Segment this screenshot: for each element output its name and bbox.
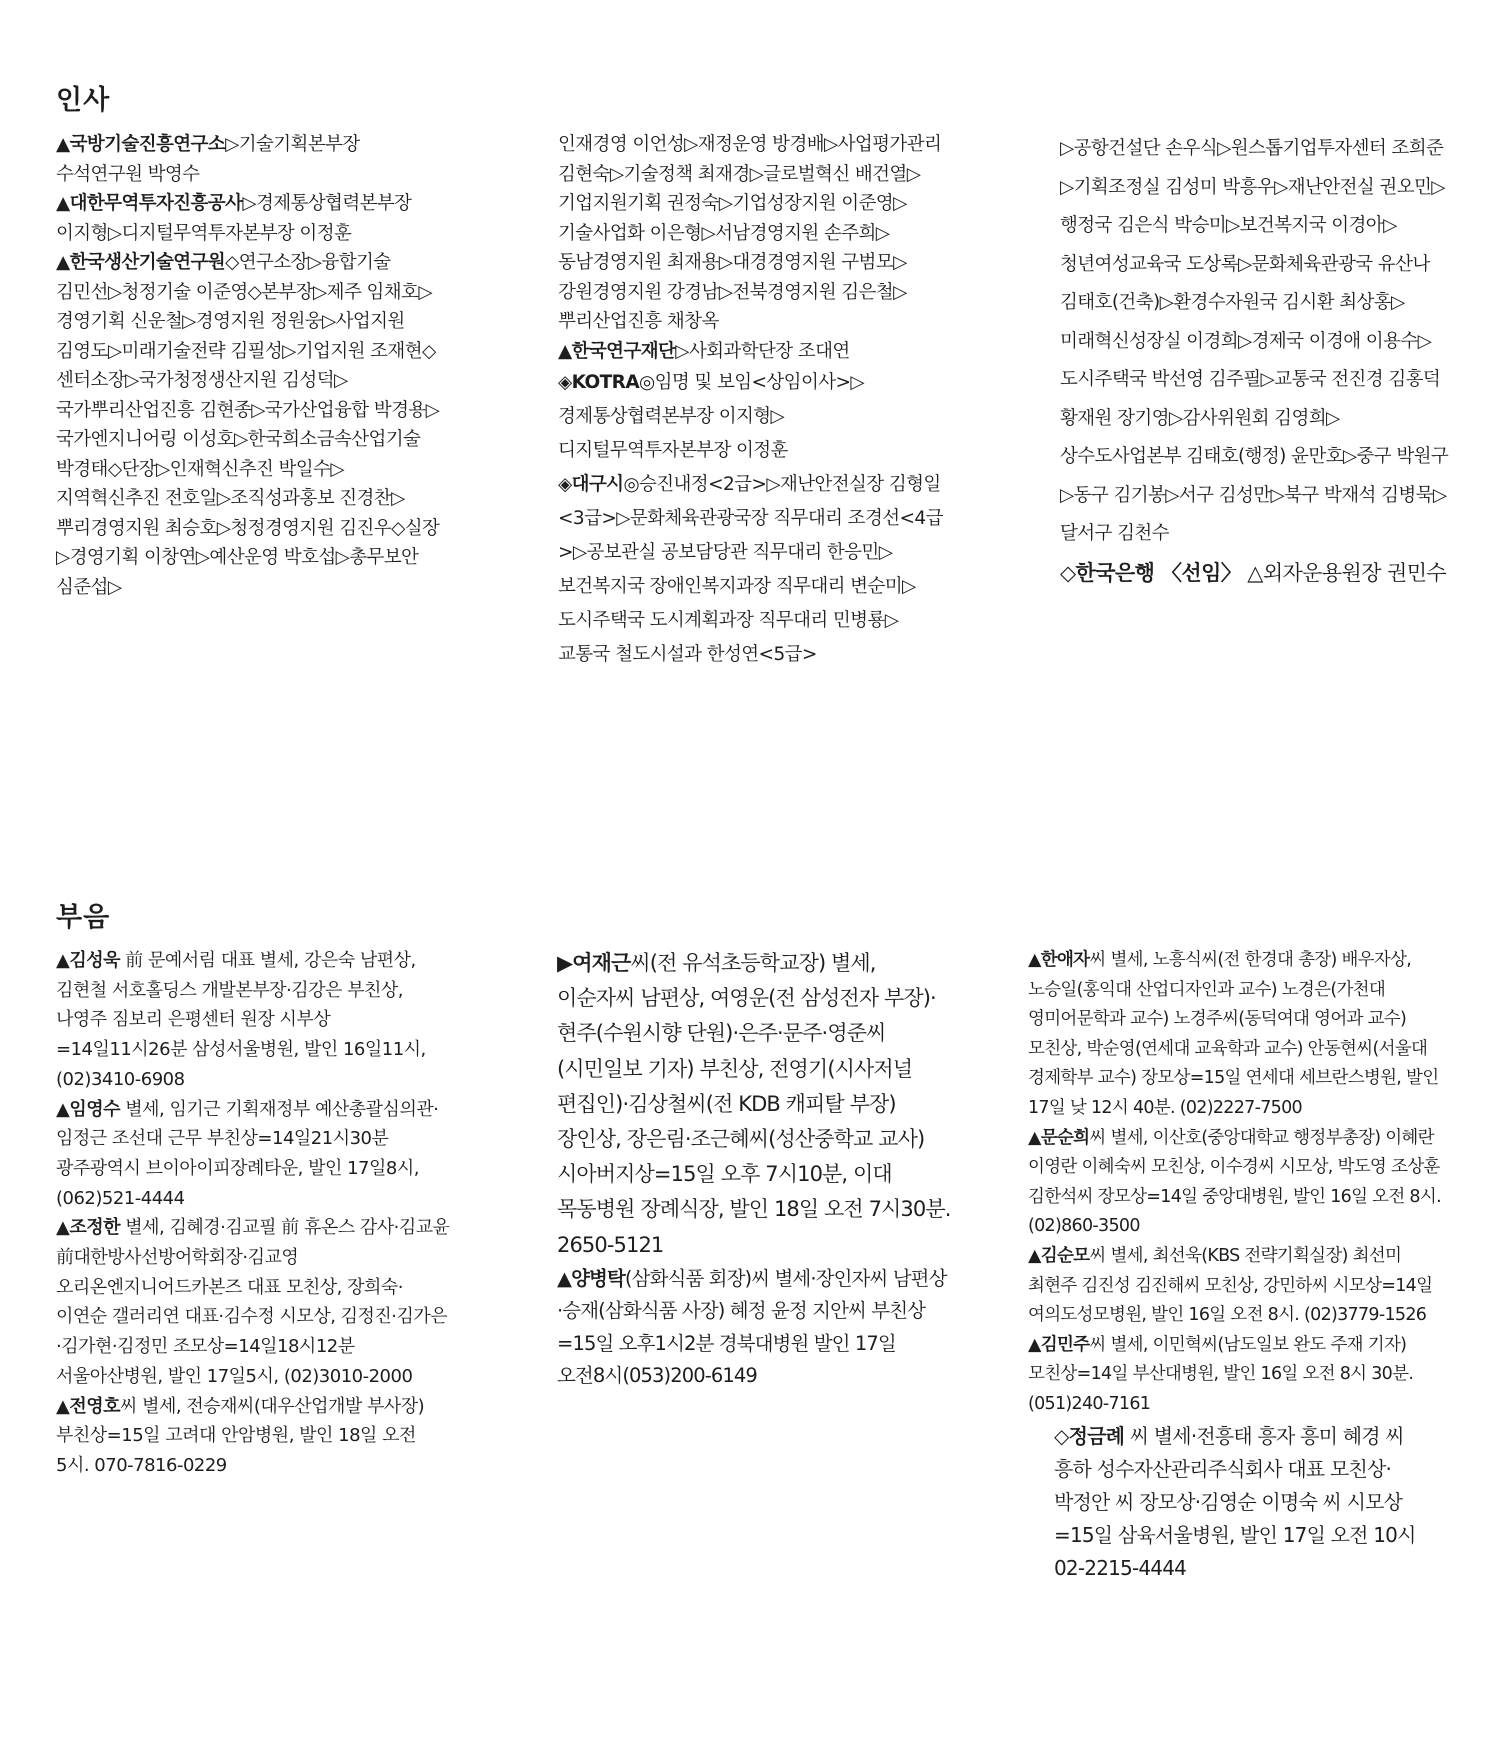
appointment-entry bbox=[558, 337, 944, 367]
deceased-name: ▲임영수 bbox=[56, 1098, 121, 1120]
deceased-name: ◇정금례 bbox=[1054, 1423, 1125, 1448]
organization-name: ◇한국은행 〈선임〉 bbox=[1060, 560, 1242, 585]
organization-name: ▲대한무역투자진흥공사 bbox=[56, 193, 243, 214]
appointment-entry bbox=[1060, 130, 1450, 554]
entry-text: ▷경제통상협력본부장 이지형▷디지털무역투자본부장 이정훈 bbox=[56, 193, 412, 244]
obituaries-column-3 bbox=[1028, 946, 1444, 1585]
deceased-name: ▲김순모 bbox=[1028, 1245, 1090, 1266]
appointments-column-2 bbox=[558, 130, 944, 672]
appointment-entry bbox=[558, 366, 944, 468]
entry-text: 인재경영 이언성▷재정운영 방경배▷사업평가관리 김현숙▷기술정책 최재경▷글로벌혁신 배건열▷기업지원기획 권정숙▷기업성장지원 이준영▷기술사업화 이은형▷서남경영지원 손주희▷동남경영지원 최재용▷대경경영지원 구범모▷강원경영지원 강경남▷전북경영지원 김은철▷뿌리산업진흥 채창옥 bbox=[558, 134, 942, 332]
entry-text: ◎임명 및 보임<상임이사>▷경제통상협력본부장 이지형▷디지털무역투자본부장 이정훈 bbox=[558, 372, 865, 461]
entry-text: ◇연구소장▷융합기술 김민선▷청정기술 이준영◇본부장▷제주 임채호▷경영기획 신운철▷경영지원 정원웅▷사업지원 김영도▷미래기술전략 김필성▷기업지원 조재현◇센터소장▷국가청정생산지원 김성덕▷국가뿌리산업진흥 김현종▷국가산업융합 박경용▷국가엔지니어링 이성호▷한국희소금속산업기술 박경태◇단장▷인재혁신추진 박일수▷지역혁신추진 전호일▷조직성과홍보 진경찬▷뿌리경영지원 최승호▷청정경영지원 김진우◇실장▷경영기획 이창연▷예산운영 박호섭▷총무보안 심준섭▷ bbox=[56, 252, 440, 598]
entry-text: 씨 별세, 최선욱(KBS 전략기획실장) 최선미 최현주 김진성 김진해씨 모친상, 강민하씨 시모상=14일 여의도성모병원, 발인 16일 오전 8시. (02)3779-1526 bbox=[1028, 1245, 1433, 1326]
entry-text: 씨 별세, 이민혁씨(남도일보 완도 주재 기자) 모친상=14일 부산대병원, 발인 16일 오전 8시 30분. (051)240-7161 bbox=[1028, 1334, 1414, 1414]
entry-text: 前 문예서림 대표 별세, 강은숙 남편상, 김현철 서호홀딩스 개발본부장·김강은 부친상, 나영주 짐보리 은평센터 원장 시부상=14일11시26분 삼성서울병원, 발인 16일11시, (02)3410-6908 bbox=[56, 950, 426, 1090]
entry-text: (삼화식품 회장)씨 별세·장인자씨 남편상·승재(삼화식품 사장) 혜정 윤정 지안씨 부친상=15일 오후1시2분 경북대병원 발인 17일 오전8시(053)200-6149 bbox=[557, 1266, 947, 1388]
entry-text: ▷기술기획본부장 수석연구원 박영수 bbox=[56, 134, 360, 185]
obituary-entry bbox=[56, 1213, 452, 1391]
entry-text: 별세, 김혜경·김교필 前 휴온스 감사·김교윤 前대한방사선방어학회장·김교영 오리온엔지니어드카본즈 대표 모친상, 장희숙·이연순 갤러리연 대표·김수정 시모상, 김정진·김가은·김가현·김정민 조모상=14일18시12분 서울아산병원, 발인 17일5시, (02)3010-2000 bbox=[56, 1217, 450, 1387]
obituary-entry bbox=[1028, 1242, 1444, 1331]
appointments-column-1 bbox=[56, 130, 442, 602]
entry-text: 씨 별세, 이산호(중앙대학교 행정부총장) 이혜란 이영란 이혜숙씨 모친상, 이수경씨 시모상, 박도영 조상훈 김한석씨 장모상=14일 중앙대병원, 발인 16일 오전 8시. (02)860-3500 bbox=[1028, 1127, 1441, 1237]
appointment-entry bbox=[56, 130, 442, 189]
deceased-name: ▲조정한 bbox=[56, 1217, 121, 1239]
obituary-entry bbox=[1028, 1124, 1444, 1242]
obituary-entry bbox=[557, 1263, 951, 1393]
obituaries-column-1 bbox=[56, 946, 452, 1481]
obituary-entry bbox=[1028, 946, 1444, 1124]
obituary-entry bbox=[56, 946, 452, 1095]
deceased-name: ▲양병탁 bbox=[557, 1266, 625, 1290]
appointment-entry bbox=[558, 130, 944, 337]
obituary-entry bbox=[1028, 1420, 1444, 1585]
deceased-name: ▲문순희 bbox=[1028, 1127, 1090, 1148]
entry-text: △외자운용원장 권민수 bbox=[1241, 560, 1447, 585]
deceased-name: ▲김성욱 bbox=[56, 950, 121, 971]
appointment-entry bbox=[56, 248, 442, 602]
obituaries-heading: 부음 bbox=[56, 902, 111, 933]
entry-text: 별세, 임기근 기획재정부 예산총괄심의관·임정근 조선대 근무 부친상=14일21시30분 광주광역시 브이아이피장례타운, 발인 17일8시, (062)521-4444 bbox=[56, 1098, 439, 1209]
obituary-entry bbox=[1028, 1331, 1444, 1420]
entry-text: ▷공항건설단 손우식▷원스톱기업투자센터 조희준▷기획조정실 김성미 박흥우▷재난안전실 권오민▷행정국 김은식 박승미▷보건복지국 이경아▷청년여성교육국 도상록▷문화체육관광국 유산나 김태호(건축)▷환경수자원국 김시환 최상홍▷미래혁신성장실 이경희▷경제국 이경애 이용수▷도시주택국 박선영 김주필▷교통국 전진경 김홍덕 황재원 장기영▷감사위원회 김영희▷상수도사업본부 김태호(행정) 윤만호▷중구 박원구▷동구 김기봉▷서구 김성만▷북구 박재석 김병묵▷달서구 김천수 bbox=[1060, 138, 1449, 544]
obituary-entry bbox=[557, 946, 951, 1263]
organization-name: ▲국방기술진흥연구소 bbox=[56, 134, 226, 155]
appointment-entry bbox=[56, 189, 442, 248]
entry-text: 씨 별세·전흥태 흥자 흥미 혜경 씨 흥하 성수자산관리주식회사 대표 모친상·박정안 씨 장모상·김영순 이명숙 씨 시모상=15일 삼육서울병원, 발인 17일 오전 10시 02-2215-4444 bbox=[1054, 1423, 1416, 1580]
entry-text: ▷사회과학단장 조대연 bbox=[675, 340, 850, 362]
appointment-entry bbox=[558, 468, 944, 672]
organization-name: ◈대구시 bbox=[558, 474, 624, 495]
organization-name: ▲한국연구재단 bbox=[558, 340, 676, 362]
obituary-entry bbox=[56, 1392, 452, 1481]
entry-text: 씨 별세, 노흥식씨(전 한경대 총장) 배우자상, 노승일(홍익대 산업디자인과 교수) 노경은(가천대 영미어문학과 교수) 노경주씨(동덕여대 영어과 교수) 모친상, 박순영(연세대 교육학과 교수) 안동현씨(서울대 경제학부 교수) 장모상=15일 연세대 세브란스병원, 발인 17일 낮 12시 40분. (02)2227-7500 bbox=[1028, 950, 1439, 1118]
entry-text: ◎승진내정<2급>▷재난안전실장 김형일<3급>▷문화체육관광국장 직무대리 조경선<4급>▷공보관실 공보담당관 직무대리 한응민▷보건복지국 장애인복지과장 직무대리 변순미▷도시주택국 도시계획과장 직무대리 민병룡▷교통국 철도시설과 한성연<5급> bbox=[558, 474, 943, 665]
appointments-heading: 인사 bbox=[56, 85, 111, 116]
obituaries-column-2 bbox=[557, 946, 951, 1393]
deceased-name: ▶여재근 bbox=[557, 951, 631, 975]
deceased-name: ▲한애자 bbox=[1028, 950, 1090, 970]
appointments-column-3 bbox=[1060, 130, 1450, 592]
deceased-name: ▲전영호 bbox=[56, 1395, 121, 1417]
obituary-entry bbox=[56, 1095, 452, 1214]
deceased-name: ▲김민주 bbox=[1028, 1334, 1090, 1355]
organization-name: ◈KOTRA bbox=[558, 372, 640, 393]
organization-name: ▲한국생산기술연구원 bbox=[56, 252, 226, 273]
entry-text: 씨(전 유석초등학교장) 별세, 이순자씨 남편상, 여영운(전 삼성전자 부장)·현주(수원시향 단원)·은주·문주·영준씨(시민일보 기자) 부친상, 전영기(시사저널 편집인)·김상철씨(전 KDB 캐피탈 부장) 장인상, 장은림·조근혜씨(성산중학교 교사) 시아버지상=15일 오후 7시10분, 이대 목동병원 장례식장, 발인 18일 오전 7시30분. 2650-5121 bbox=[557, 951, 951, 1257]
appointment-entry bbox=[1060, 554, 1450, 593]
entry-text: 씨 별세, 전승재씨(대우산업개발 부사장) 부친상=15일 고려대 안암병원, 발인 18일 오전 5시. 070-7816-0229 bbox=[56, 1395, 425, 1476]
